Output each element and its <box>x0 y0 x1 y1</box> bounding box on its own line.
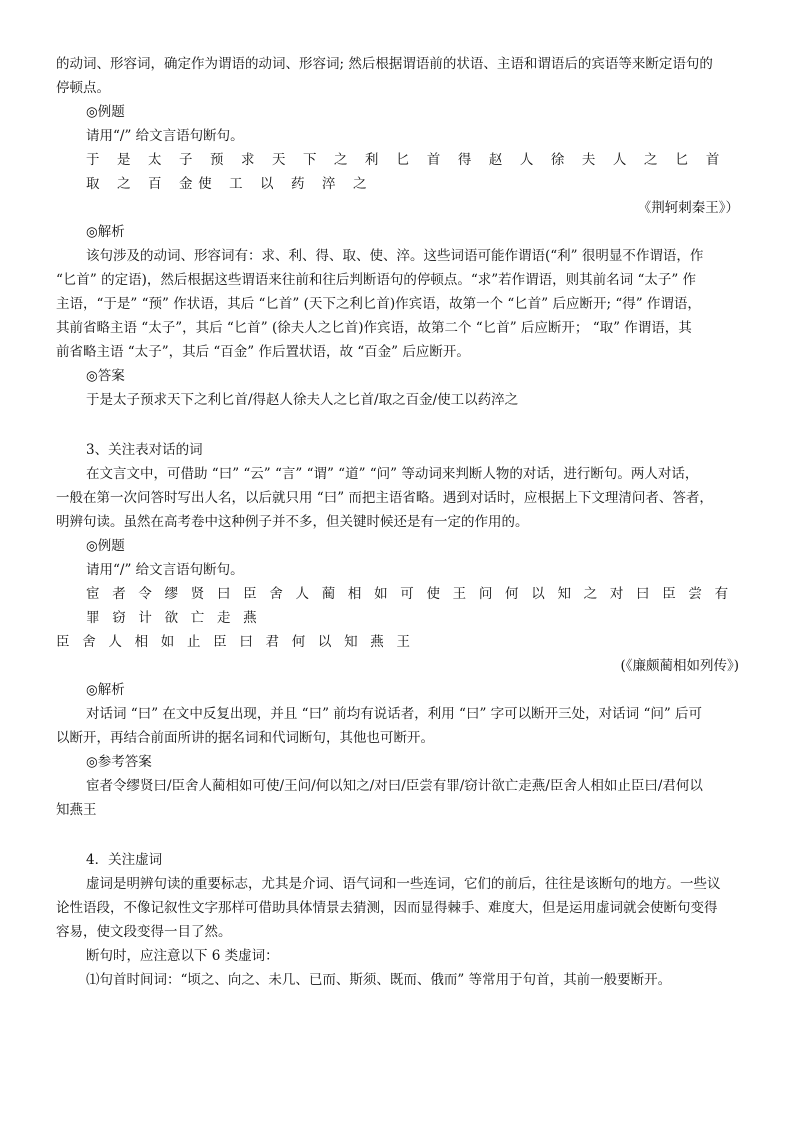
analysis-line: 其前省略主语 “太子”，其后 “匕首” (徐夫人之匕首)作宾语，故第二个 “匕首” 后应断开； “取” 作谓语，其 <box>56 320 692 336</box>
section-body-line: 一般在第一次问答时写出人名，以后就只用 “曰” 而把主语省略。遇到对话时，应根据上下文理清问者、答者， <box>56 490 713 506</box>
section-heading: 4．关注虚词 <box>86 852 163 868</box>
answer-label: ◎参考答案 <box>86 754 152 770</box>
example-instruction: 请用“/” 给文言语句断句。 <box>86 562 244 578</box>
analysis-line: “匕首” 的定语)，然后根据这些谓语来往前和往后判断语句的停顿点。“求”若作谓语，则其前名词 “太子” 作 <box>56 272 697 288</box>
section-gap <box>56 412 739 438</box>
analysis-label: ◎解析 <box>86 224 125 240</box>
analysis-label: ◎解析 <box>86 682 125 698</box>
analysis-line: 前省略主语 “太子”，其后 “百金” 作后置状语，故 “百金” 后应断开。 <box>56 344 470 360</box>
passage-source: 《荆轲刺秦王》） <box>637 200 739 216</box>
passage-source: (《廉颇蔺相如列传》) <box>620 658 739 674</box>
intro-line-1: 的动词、形容词，确定作为谓语的动词、形容词; 然后根据谓语前的状语、主语和谓语后的宾语等来断定语句的 <box>56 56 713 72</box>
answer-line: 宦者令缪贤曰/臣舍人蔺相如可使/王问/何以知之/对曰/臣尝有罪/窃计欲亡走燕/臣舍人相如止臣曰/君何以 <box>86 778 703 794</box>
section-gap <box>56 822 739 848</box>
answer-line: 知燕王 <box>56 802 97 818</box>
list-item: ⑴句首时间词：“顷之、向之、未几、已而、斯须、既而、俄而” 等常用于句首，其前一般要断开。 <box>86 972 672 988</box>
example-passage: 于 是 太 子 预 求 天 下 之 利 匕 首 得 赵 人 徐 夫 人 之 匕 首 取 之 百 金使 工 以 药 淬 之 <box>86 152 725 192</box>
answer-text: 于是太子预求天下之利匕首/得赵人徐夫人之匕首/取之百金/使工以药淬之 <box>86 392 519 408</box>
section-body-line: 容易，使文段变得一目了然。 <box>56 924 232 940</box>
example-label: ◎例题 <box>86 104 125 120</box>
section-body-line: 论性语段，不像记叙性文字那样可借助具体情景去猜测，因而显得棘手、难度大，但是运用虚词就会使断句变得 <box>56 900 718 916</box>
example-instruction: 请用“/” 给文言语句断句。 <box>86 128 244 144</box>
section-body-line: 明辨句读。虽然在高考卷中这种例子并不多，但关键时候还是有一定的作用的。 <box>56 514 529 530</box>
analysis-line: 该句涉及的动词、形容词有：求、利、得、取、使、淬。这些词语可能作谓语(“利” 很明显不作谓语，作 <box>86 248 704 264</box>
section-body-line: 虚词是明辨句读的重要标志，尤其是介词、语气词和一些连词，它们的前后，往往是该断句的地方。一些议 <box>86 876 721 892</box>
section-note: 断句时，应注意以下 6 类虚词： <box>86 948 279 964</box>
section-body-line: 在文言文中，可借助 “曰” “云” “言” “谓” “道” “问” 等动词来判断人物的对话，进行断句。两人对话， <box>86 466 699 482</box>
section-heading: 3、关注表对话的词 <box>86 442 203 458</box>
document-page <box>56 52 739 992</box>
example-label: ◎例题 <box>86 538 125 554</box>
example-passage-line-1: 宦 者 令 缪 贤 曰 臣 舍 人 蔺 相 如 可 使 王 问 何 以 知 之 对 曰 臣 尝 有罪 窃 计 欲 亡 走 燕 <box>86 586 733 626</box>
intro-line-2: 停顿点。 <box>56 80 110 96</box>
analysis-line: 以断开，再结合前面所讲的据名词和代词断句，其他也可断开。 <box>56 730 434 746</box>
analysis-line: 对话词 “曰” 在文中反复出现，并且 “曰” 前均有说话者，利用 “曰” 字可以断开三处，对话词 “问” 后可 <box>86 706 703 722</box>
answer-label: ◎答案 <box>86 368 125 384</box>
example-passage-line-2: 臣 舍 人 相 如 止 臣 曰 君 何 以 知 燕 王 <box>56 634 415 650</box>
analysis-line: 主语，“于是” “预” 作状语，其后 “匕首” (天下之利匕首)作宾语，故第一个 “匕首” 后应断开; “得” 作谓语， <box>56 296 701 312</box>
